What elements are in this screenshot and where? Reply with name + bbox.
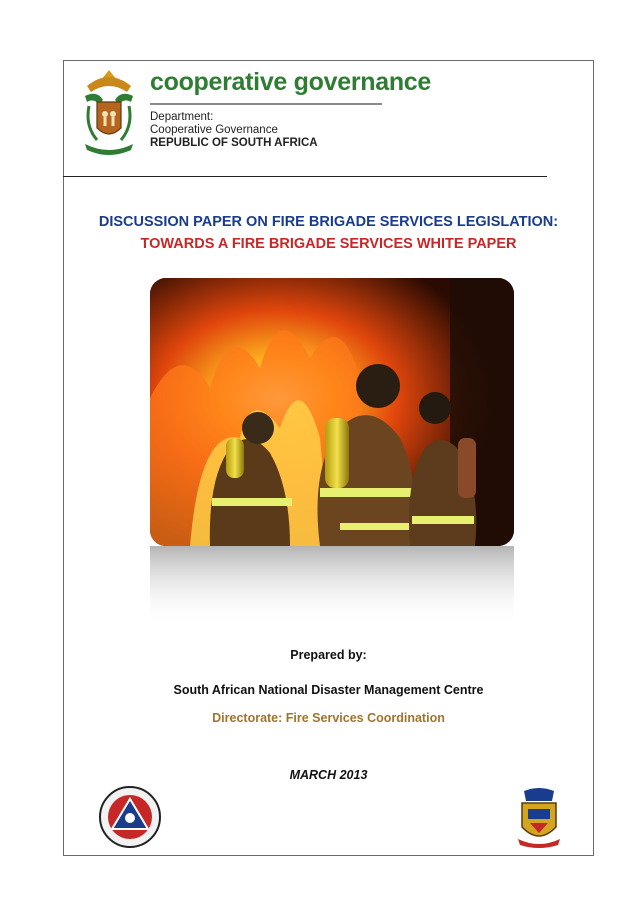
prepared-by-label: Prepared by: — [290, 648, 367, 662]
brand-title: cooperative governance — [150, 68, 432, 96]
country-name: REPUBLIC OF SOUTH AFRICA — [150, 137, 318, 149]
department-name: Cooperative Governance — [150, 124, 278, 136]
brand-divider — [150, 103, 382, 105]
cover-photo-reflection — [150, 546, 514, 626]
coat-of-arms-icon — [77, 66, 141, 158]
document-subtitle: TOWARDS A FIRE BRIGADE SERVICES WHITE PAPER — [140, 236, 517, 252]
publication-date: MARCH 2013 — [289, 768, 368, 782]
fire-service-crest-icon — [514, 787, 564, 849]
department-label: Department: — [150, 111, 214, 123]
organisation-name: South African National Disaster Management Centre — [173, 683, 484, 697]
header-separator — [63, 176, 547, 177]
firefighters-fire-image — [150, 278, 514, 546]
document-title: DISCUSSION PAPER ON FIRE BRIGADE SERVICES LEGISLATION: — [98, 214, 559, 230]
cover-photo — [150, 278, 514, 546]
directorate-name: Directorate: Fire Services Coordination — [212, 711, 445, 725]
reflection-fade — [150, 546, 514, 626]
ndmc-emblem-icon — [98, 785, 162, 849]
